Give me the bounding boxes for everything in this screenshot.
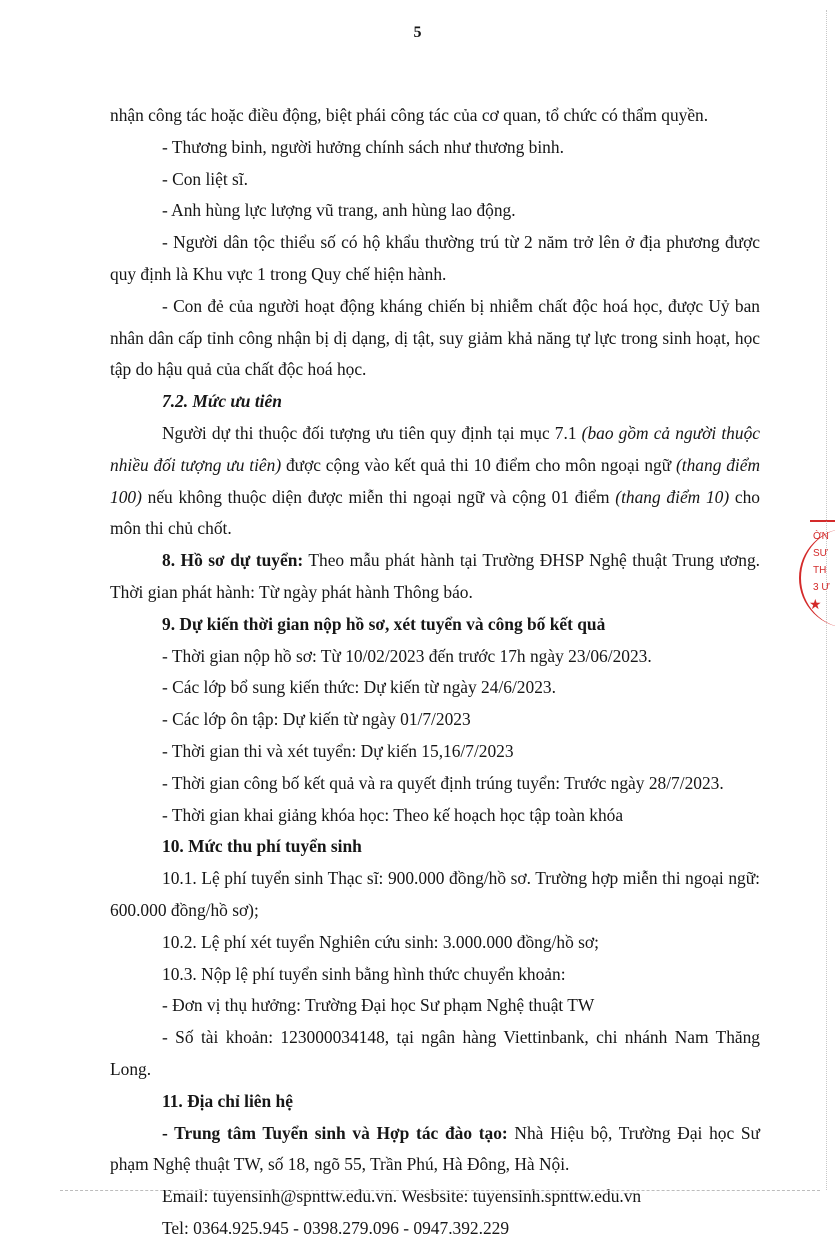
- list-item: - Con liệt sĩ.: [162, 168, 248, 189]
- star-icon: ★: [809, 596, 822, 612]
- list-item: - Người dân tộc thiểu số có hộ khẩu thường trú từ 2 năm trở lên ở địa phương được quy định là Khu vực 1 trong Quy chế hiện hành.: [110, 232, 760, 284]
- list-item: - Đơn vị thụ hưởng: Trường Đại học Sư phạm Nghệ thuật TW: [162, 995, 595, 1016]
- text-run: nếu không thuộc diện được miễn thi ngoại ngữ và cộng 01 điểm: [141, 486, 616, 507]
- italic-run: (bao gồm cả người thuộc nhiều đối tượng ưu tiên): [110, 422, 760, 475]
- page-number: 5: [413, 24, 422, 41]
- list-item: - Thời gian công bố kết quả và ra quyết định trúng tuyển: Trước ngày 28/7/2023.: [162, 772, 724, 793]
- list-item: - Thương binh, người hưởng chính sách như thương binh.: [162, 136, 564, 157]
- contact-email-website: Email: tuyensinh@spnttw.edu.vn. Wesbsite: tuyensinh.spnttw.edu.vn: [162, 1186, 642, 1207]
- contact-phone: Tel: 0364.925.945 - 0398.279.096 - 0947.392.229: [162, 1217, 510, 1238]
- text-run: Theo mẫu phát hành tại Trường ĐHSP Nghệ thuật Trung ương. Thời gian phát hành: Từ ngày phát hành Thông báo.: [110, 550, 760, 602]
- list-item: - Các lớp bổ sung kiến thức: Dự kiến từ ngày 24/6/2023.: [162, 677, 556, 698]
- list-item: - Anh hùng lực lượng vũ trang, anh hùng lao động.: [162, 200, 516, 221]
- list-item: - Các lớp ôn tập: Dự kiến từ ngày 01/7/2023: [162, 709, 471, 730]
- list-item: - Thời gian thi và xét tuyển: Dự kiến 15,16/7/2023: [162, 740, 514, 761]
- stamp-text: SƯ: [813, 548, 829, 559]
- section-heading-8: 8. Hồ sơ dự tuyển:: [162, 550, 304, 571]
- section-heading-7-2: 7.2. Mức ưu tiên: [162, 391, 282, 412]
- list-item: 10.1. Lệ phí tuyển sinh Thạc sĩ: 900.000 đồng/hồ sơ. Trường hợp miễn thi ngoại ngữ: 600.000 đồng/hồ sơ);: [110, 868, 760, 920]
- section-8: [110, 545, 760, 609]
- list-item: - Thời gian nộp hồ sơ: Từ 10/02/2023 đến trước 17h ngày 23/06/2023.: [162, 645, 652, 666]
- stamp-text: ỜN: [813, 531, 829, 542]
- section-heading-10: 10. Mức thu phí tuyển sinh: [162, 836, 362, 857]
- stamp-text: TH: [813, 565, 827, 576]
- italic-run: (thang điểm 100): [110, 454, 761, 507]
- text-run: được cộng vào kết quả thi 10 điểm cho môn ngoại ngữ: [281, 454, 676, 475]
- italic-run: (thang điểm 10): [615, 486, 730, 507]
- paragraph-continuation: nhận công tác hoặc điều động, biệt phái công tác của cơ quan, tổ chức có thẩm quyền.: [110, 105, 709, 125]
- stamp-text: 3 Ư: [813, 582, 830, 593]
- list-item: - Số tài khoản: 123000034148, tại ngân hàng Viettinbank, chi nhánh Nam Thăng Long.: [110, 1027, 760, 1079]
- contact-unit-label: - Trung tâm Tuyển sinh và Hợp tác đào tạo:: [162, 1122, 508, 1143]
- list-item: - Thời gian khai giảng khóa học: Theo kế hoạch học tập toàn khóa: [162, 804, 624, 825]
- scan-edge-marks: [826, 10, 833, 1190]
- section-heading-11: 11. Địa chỉ liên hệ: [162, 1090, 293, 1111]
- list-item: 10.3. Nộp lệ phí tuyển sinh bằng hình thức chuyển khoản:: [162, 963, 566, 984]
- document-body: [110, 100, 760, 1245]
- section-heading-9: 9. Dự kiến thời gian nộp hồ sơ, xét tuyển và công bố kết quả: [162, 613, 606, 634]
- list-item: 10.2. Lệ phí xét tuyển Nghiên cứu sinh: 3.000.000 đồng/hồ sơ;: [162, 931, 599, 952]
- paragraph-7-2: [110, 418, 760, 545]
- scan-bottom-edge: [60, 1190, 820, 1192]
- text-run: Người dự thi thuộc đối tượng ưu tiên quy định tại mục 7.1: [162, 422, 582, 443]
- list-item: - Con đẻ của người hoạt động kháng chiến bị nhiễm chất độc hoá học, được Uỷ ban nhân dân cấp tỉnh công nhận bị dị dạng, dị tật, suy giảm khả năng tự lực trong sinh hoạt, học tập do hậu quả của chất độc hoá học.: [110, 295, 760, 380]
- text-run: Nhà Hiệu bộ, Trường Đại học Sư phạm Nghệ thuật TW, số 18, ngõ 55, Trần Phú, Hà Đông, Hà Nội.: [110, 1122, 760, 1175]
- contact-address: [110, 1118, 760, 1182]
- text-run: cho môn thi chủ chốt.: [110, 486, 760, 539]
